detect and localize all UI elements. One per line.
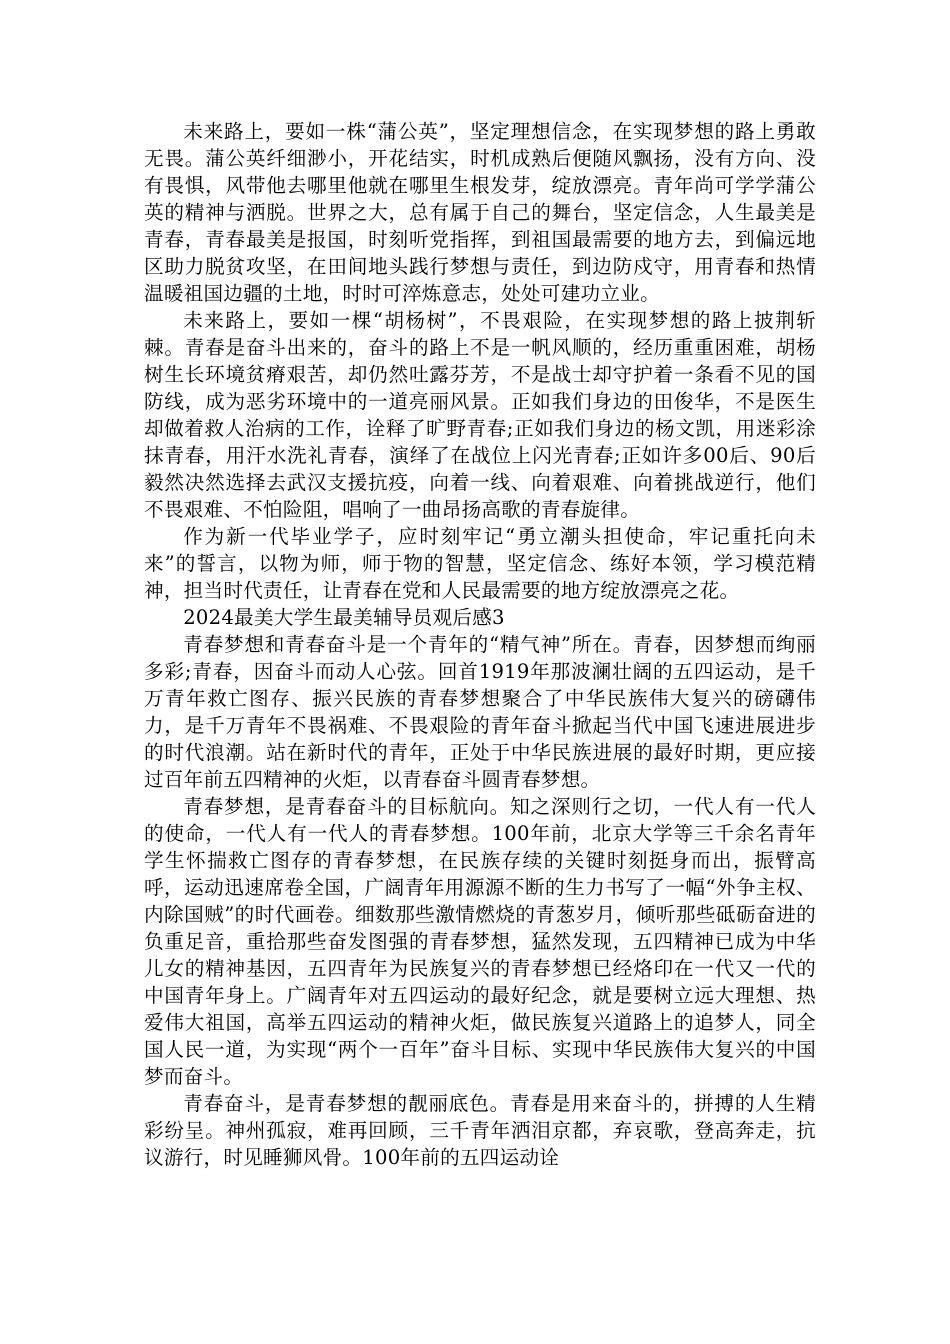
paragraph-youth-struggle: 青春奋斗，是青春梦想的靓丽底色。青春是用来奋斗的，拼搏的人生精彩纷呈。神州孤寂，难再回顾，三千青年洒泪京都，弃哀歌，登高奔走，抗议游行，时见睡狮风骨。100年前的五四运动诠 (144, 1092, 816, 1169)
paragraph-youth-spirit: 青春梦想和青春奋斗是一个青年的“精气神”所在。青春，因梦想而绚丽多彩;青春，因奋斗而动人心弦。回首1919年那波澜壮阔的五四运动，是千万青年救亡图存、振兴民族的青春梦想聚合了中华民族伟大复兴的磅礴伟力，是千万青年不畏祸难、不畏艰险的青年奋斗掀起当代中国飞速进展进步的时代浪潮。站在新时代的青年，正处于中华民族进展的最好时期，更应接过百年前五四精神的火炬，以青春奋斗圆青春梦想。 (144, 633, 816, 791)
section-heading: 2024最美大学生最美辅导员观后感3 (183, 606, 505, 629)
document-body (144, 118, 816, 1171)
paragraph-youth-dream: 青春梦想，是青春奋斗的目标航向。知之深则行之切，一代人有一代人的使命，一代人有一代人的青春梦想。100年前，北京大学等三千余名青年学生怀揣救亡图存的青春梦想，在民族存续的关键时刻挺身而出，振臂高呼，运动迅速席卷全国，广阔青年用源源不断的生力书写了一幅“外争主权、内除国贼”的时代画卷。细数那些激情燃烧的青葱岁月，倾听那些砥砺奋进的负重足音，重拾那些奋发图强的青春梦想，猛然发现，五四精神已成为中华儿女的精神基因，五四青年为民族复兴的青春梦想已经烙印在一代又一代的中国青年身上。广阔青年对五四运动的最好纪念，就是要树立远大理想、热爱伟大祖国，高举五四运动的精神火炬，做民族复兴道路上的追梦人，同全国人民一道，为实现“两个一百年”奋斗目标、实现中华民族伟大复兴的中国梦而奋斗。 (144, 795, 816, 1088)
paragraph-poplar: 未来路上，要如一棵“胡杨树”，不畏艰险，在实现梦想的路上披荆斩棘。青春是奋斗出来的，奋斗的路上不是一帆风顺的，经历重重困难，胡杨树生长环境贫瘠艰苦，却仍然吐露芬芳，不是战士却守护着一条看不见的国防线，成为恶劣环境中的一道亮丽风景。正如我们身边的田俊华，不是医生却做着救人治病的工作，诠释了旷野青春;正如我们身边的杨文凯，用迷彩涂抹青春，用汗水洗礼青春，演绎了在战位上闪光青春;正如许多00后、90后毅然决然选择去武汉支援抗疫，向着一线、向着艰难、向着挑战逆行，他们不畏艰难、不怕险阻，唱响了一曲昂扬高歌的青春旋律。 (144, 309, 816, 521)
paragraph-dandelion: 未来路上，要如一株“蒲公英”，坚定理想信念，在实现梦想的路上勇敢无畏。蒲公英纤细渺小，开花结实，时机成熟后便随风飘扬，没有方向、没有畏惧，风带他去哪里他就在哪里生根发芽，绽放漂亮。青年尚可学学蒲公英的精神与洒脱。世界之大，总有属于自己的舞台，坚定信念，人生最美是青春，青春最美是报国，时刻听党指挥，到祖国最需要的地方去，到偏远地区助力脱贫攻坚，在田间地头践行梦想与责任，到边防戍守，用青春和热情温暖祖国边疆的土地，时时可淬炼意志，处处可建功立业。 (144, 120, 816, 305)
paragraph-graduates: 作为新一代毕业学子，应时刻牢记“勇立潮头担使命，牢记重托向未来”的誓言，以物为师，师于物的智慧，坚定信念、练好本领，学习模范精神，担当时代责任，让青春在党和人民最需要的地方绽放漂亮之花。 (144, 525, 816, 602)
